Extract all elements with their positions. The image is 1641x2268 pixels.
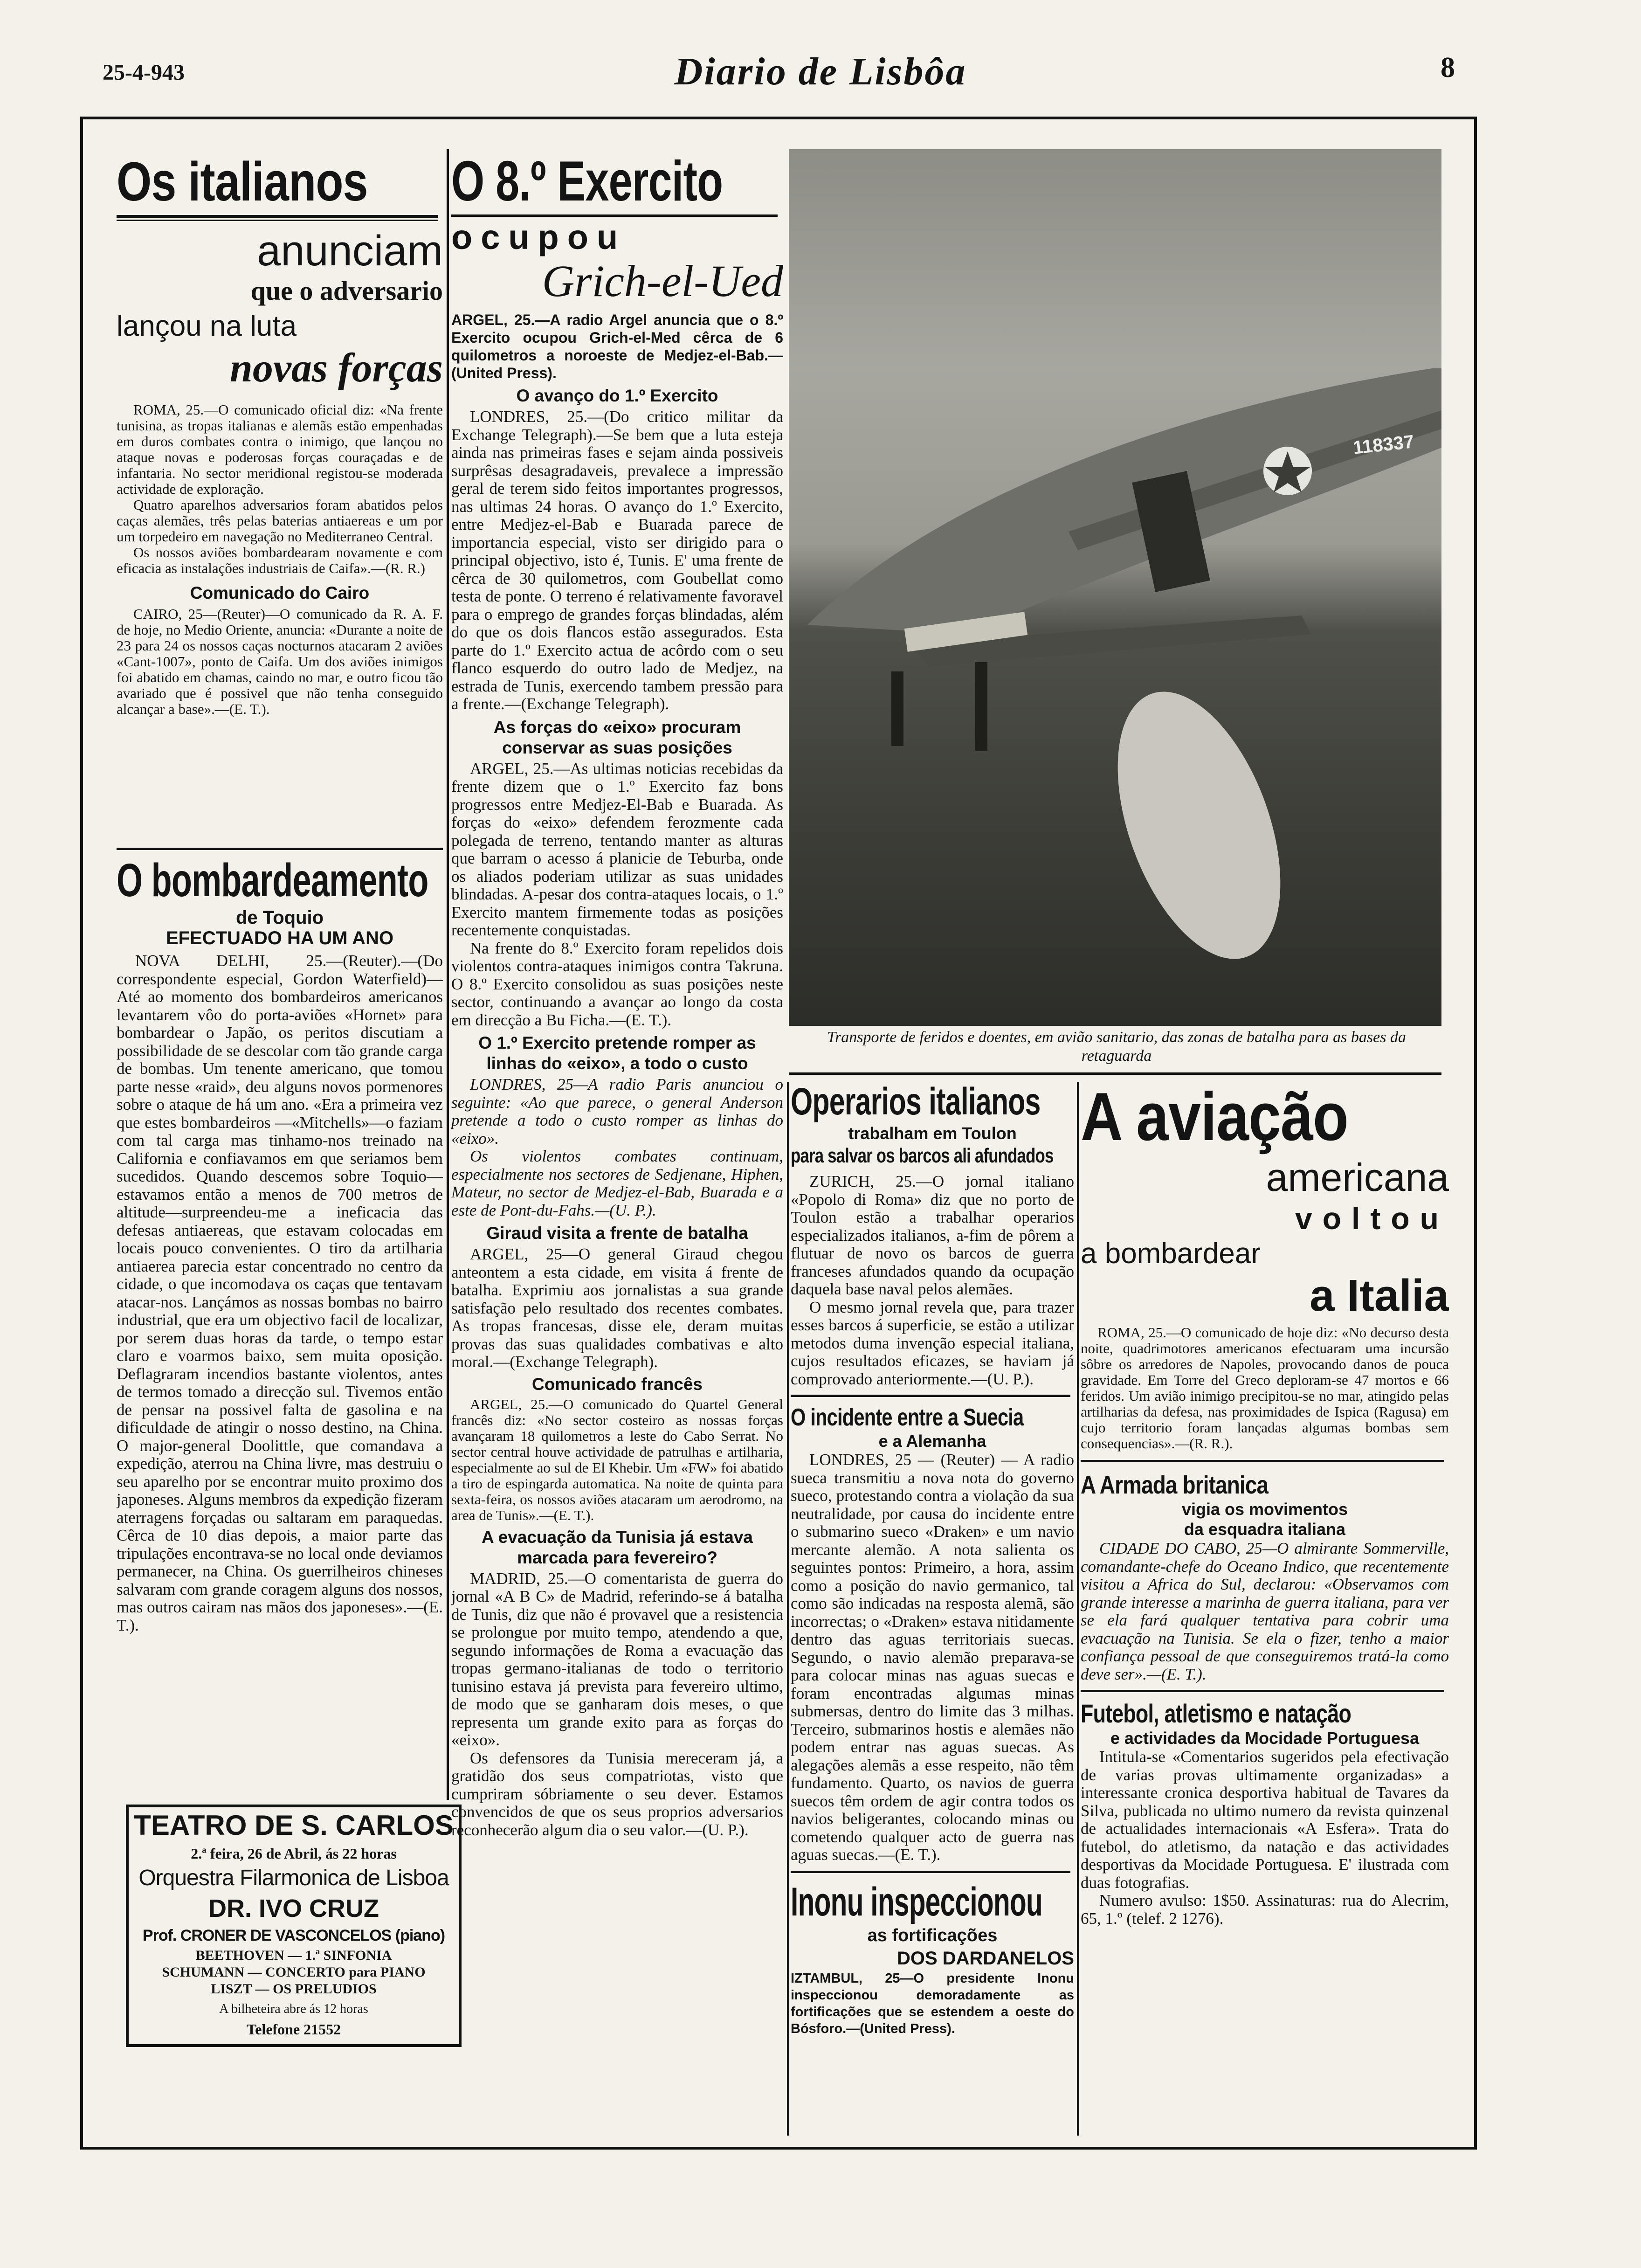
article-tokyo-bombing [117,853,443,1795]
article-italian-workers [791,1079,1074,2138]
headline-line: voltou [1295,1201,1449,1236]
ad-programme: SCHUMANN — CONCERTO para PIANO [162,1964,426,1980]
subheading: As forças do «eixo» procuram conservar as suas posições [493,717,741,757]
paragraph: ZURICH, 25.—O jornal italiano «Popolo di Roma» diz que no porto de Toulon estão a trabalhar operarios especializados italianos, a-fim de pôrem a flutuar de novo os barcos de guerra franceses afundados quando da ocupação daquela base naval pelos alemães. [791,1172,1074,1298]
headline-line: americana [1266,1155,1449,1199]
ad-title: TEATRO DE S. CARLOS [134,1810,454,1841]
subheading: O avanço do 1.º Exercito [516,386,718,405]
page-header [0,0,1641,121]
paragraph: Numero avulso: 1$50. Assinaturas: rua do Alecrim, 65, 1.º (telef. 2 1276). [1081,1891,1449,1928]
article-8th-army [451,149,783,2140]
headline-line: anunciam [257,227,443,275]
ad-soloist: Prof. CRONER DE VASCONCELOS (piano) [142,1927,445,1944]
headline: Os italianos [117,152,368,213]
subheading: Comunicado do Cairo [190,583,370,602]
headline: O incidente entre a Suecia [791,1404,1024,1431]
article-italians [117,152,443,842]
headline-rule [117,215,438,218]
headline: A Armada britanica [1081,1471,1269,1499]
ad-date: 2.ª feira, 26 de Abril, ás 22 horas [191,1845,397,1862]
paragraph: ARGEL, 25—O general Giraud chegou anteontem a esta cidade, em visita á frente de batalha. Exprimiu aos jornalistas a sua grande satisfação pelo resultado dos recentes combates. As tropas francesas, disse ele, deram muitas provas das suas qualidades combativas e alto moral.—(Exchange Telegraph). [451,1245,783,1371]
aircraft-serial: 118337 [1352,431,1415,458]
section-rule [791,1871,1070,1873]
ad-box-office: A bilheteira abre ás 12 horas [219,2002,368,2016]
paragraph: CIDADE DO CABO, 25—O almirante Sommerville, comandante-chefe do Oceano Indico, que recentemente visitou a Africa do Sul, declarou: «Observamos com grande interesse a marinha de guerra italiana, para ver se ela fará qualquer tentativa para cobrir uma evacuação na Tunisia. Se ela o fizer, tenho a maior confiança pessoal de que conseguiremos tratá-la como deve ser».—(E. T.). [1081,1539,1449,1683]
section-rule [791,1395,1070,1397]
paragraph: ROMA, 25.—O comunicado de hoje diz: «No decurso desta noite, quadrimotores americanos efectuaram uma incursão sôbre os arredores de Napoles, provocando danos de pouca gravidade. Em Torre del Greco deploram-se 47 mortos e 66 feridos. Um avião inimigo precipitou-se no mar, atingido pelas artilharias da defesa, nas proximidades de Ispica (Ragusa) em cujo territorio foram lançadas algumas bombas sem consequencias».—(R. R.). [1081,1324,1449,1452]
paragraph: Os violentos combates continuam, especialmente nos sectores de Sedjenane, Hiphen, Mateur, no sector de Medjez-el-Bab, Buarada e a este de Pont-du-Fahs.—(U. P.). [451,1147,783,1219]
ad-programme: BEETHOVEN — 1.ª SINFONIA [195,1948,392,1963]
headline-line: lançou na luta [117,310,297,342]
theatre-advertisement [126,1805,462,2047]
paragraph: LONDRES, 25.—(Do critico militar da Exchange Telegraph).—Se bem que a luta esteja ainda nas primeiras fases e sejam ainda possiveis surprêsas desagradaveis, prevalece a impressão geral de terem sido feitos importantes progressos, nas ultimas 24 horas. O avanço do 1.º Exercito, entre Medjez-el-Bab e Buarada parece de importancia especial, visto ser dirigido para o principal objectivo, isto é, Tunis. E' uma frente de cêrca de 30 quilometros, com Goubellat como testa de ponte. O terreno é relativamente favoravel para o emprego de grandes forças blindadas, além do que os dois flancos estão assegurados. Esta parte do 1.º Exercito actua de acôrdo com o seu flanco esquerdo do outro lado de Medjez, na estrada de Tunis, exercendo tambem pressão para a frente.—(Exchange Telegraph). [451,408,783,713]
masthead: Diario de Lisbôa [674,50,967,93]
section-rule [1081,1690,1444,1692]
paragraph: NOVA DELHI, 25.—(Reuter).—(Do correspondente especial, Gordon Waterfield)—Até ao momento dos bombardeiros americanos levantarem vôo do porta-aviões «Hornet» para bombardear o Japão, os peritos discutiam a possibilidade de se descolar com tão grande carga de bombas. Um tenente americano, que tomou parte nesse «raid», deu alguns novos pormenores sobre o ataque de há um ano. «Era a primeira vez que estes bombardeiros —«Mitchells»—o faziam com tal carga mas tinhamo-nos treinado na California e confiavamos em que seriamos bem sucedidos. Quando descemos sobre Toquio—estavamos então a menos de 700 metros de altitude—surpreendeu-me a ineficacia das defesas antiaereas, que estavam colocadas em locais pouco convenientes. O tiro da artilharia antiaerea parecia estar concentrado no centro da cidade, o que incomodava os caças que tentavam atacar-nos. Lançámos as nossas bombas no bairro industrial, que era um objectivo facil de localizar, por serem duas horas da tarde, o tempo estar claro e voarmos baixo, sem muita oposição. Deflagraram incendios bastante violentos, antes de termos tomado a direcção sul. Tivemos então de pensar na possivel falta de gasolina e na dificuldade de atingir o nosso destino, na China. O major-general Doolittle, que comandava a expedição, aterrou na China livre, mas destruiu o seu aparelho por se encontrar muito proximo dos japoneses. Alguns membros da expedição fizeram aterragens forçadas ou saltaram em paraquedas. Cêrca de 10 dias depois, a maior parte das tripulações encontrava-se no local onde deviamos permanecer, na China. Os guerrilheiros chineses salvaram com grande coragem alguns dos nossos, mas outros cairam nas mãos dos japoneses».—(E. T.). [117,952,443,1634]
article-body [117,952,443,1634]
paragraph: LONDRES, 25 — (Reuter) — A radio sueca transmitiu a nova nota do governo sueco, protestando contra a violação da sua neutralidade, por causa do incidente entre o submarino sueco «Draken» e um navio mercante alemão. A nota salienta os seguintes pontos: Primeiro, a hora, assim como a posição do navio germanico, tal como são indicadas na resposta alemã, são incorrectas; o «Draken» estava nitidamente dentro das aguas territoriais suecas. Segundo, o navio alemão preparava-se para colocar minas nas aguas suecas e foram encontradas algumas minas submersas, dentro do limite das 3 milhas. Terceiro, submarinos hostis e alemães não podem entrar nas aguas suecas. As alegações alemãs a esse respeito, não têm fundamento. Quarto, os navios de guerra suecos têm ordem de agir contra todos os navios beligerantes, colocando minas ou cometendo qualquer acto de guerra nas aguas suecas.—(E. T.). [791,1451,1074,1864]
photo-caption: Transporte de feridos e doentes, em avião sanitario, das zonas de batalha para as bases da retaguarda [827,1029,1406,1065]
headline-line: vigia os movimentos [1181,1500,1348,1519]
headline-rule [451,214,778,217]
article-body [451,408,783,1839]
paragraph: O mesmo jornal revela que, para trazer esses barcos á superficie, se estão a utilizar metodos duma invenção especial italiana, cujos resultados eficazes, se haviam já comprovado anteriormente.—(U. P.). [791,1298,1074,1388]
headline-line: e actividades da Mocidade Portuguesa [1110,1729,1420,1748]
column-rule [1077,1082,1079,2136]
article-body [1081,1540,1449,1683]
headline-line: DOS DARDANELOS [896,1948,1074,1969]
paragraph: ARGEL, 25.—As ultimas noticias recebidas da frente dizem que o 1.º Exercito faz bons progressos entre Medjez-El-Bab e Buarada. As forças do «eixo» defendem ferozmente cada polegada de terreno, tentando manter as alturas que barram o acesso á planicie de Teburba, onde os aliados poderiam utilizar as suas unidades blindadas. A-pesar dos contra-ataques locais, o 1.º Exercito mantem firmemente todas as posições recentemente conquistadas. [451,759,783,939]
subheading: Giraud visita a frente de batalha [486,1224,748,1243]
airplane-illustration [789,149,1441,1026]
article-body [117,402,443,717]
article-body [1081,1325,1449,1452]
paragraph: Intitula-se «Comentarios sugeridos pela efectivação de varias provas ultimamente organizadas» a interessante cronica desportiva habitual de Tavares da Silva, publicada no ultimo numero da revista quinzenal de actualidades internacionais «A Esfera». Trata do futebol, do atletismo, da natação e das actividades desportivas da Mocidade Portuguesa. E' ilustrada com duas fotografias. [1081,1748,1449,1892]
ad-conductor: DR. IVO CRUZ [208,1895,379,1922]
column-rule [447,149,449,1800]
headline-rule [117,220,438,221]
headline: Operarios italianos [791,1080,1041,1123]
headline-line: da esquadra italiana [1184,1520,1346,1539]
headline-line: as fortificações [867,1925,998,1945]
article-body [1081,1748,1449,1928]
paragraph: Os nossos aviões bombardearam novamente e com eficacia as instalações industriais de Caifa».—(R. R.) [117,544,443,576]
headline: O bombardeamento [117,854,428,906]
paragraph: ROMA, 25.—O comunicado oficial diz: «Na frente tunisina, as tropas italianas e alemãs estão empenhadas em duros combates contra o inimigo, que lançou no ataque novas e poderosas forças couraçadas e de infantaria. No sector meridional registou-se moderada actividade de exploração. [117,401,443,497]
headline-line: a Italia [1310,1271,1449,1321]
paragraph: ARGEL, 25.—O comunicado do Quartel General francês diz: «No sector costeiro as nossas forças avançaram 18 quilometros a leste do Cabo Serrat. No sector central houve actividade de patrulhas e artilharia, especialmente ao sul de El Khebir. Um «FW» foi abatido a tiro de espingarda automatica. Na noite de quinta para sexta-feira, os nossos aviões atacaram um aerodromo, na area de Tunis».—(E. T.). [451,1396,783,1523]
paragraph: Na frente do 8.º Exercito foram repelidos dois violentos contra-ataques inimigos contra Takruna. O 8.º Exercito consolidou as suas posições neste sector, continuando a avançar ao longo da costa em direcção a Bu Ficha.—(E. T.). [451,939,783,1029]
article-body [791,1173,1074,1388]
headline: Futebol, atletismo e natação [1081,1699,1351,1728]
paragraph: MADRID, 25.—O comentarista de guerra do jornal «A B C» de Madrid, referindo-se á batalha de Tunis, diz que não é provavel que a resistencia se prolongue por muito tempo, atendendo a que, segundo informações de Roma a evacuação das tropas germano-italianas de todo o territorio tunisino estava já prevista para fevereiro ultimo, de modo que se ganharam dois meses, o que representa um grande exito para as forças do «eixo». [451,1569,783,1749]
page-number: 8 [1441,52,1455,83]
section-rule [789,1072,1441,1075]
paragraph: CAIRO, 25—(Reuter)—O comunicado da R. A. F. de hoje, no Medio Oriente, anuncia: «Durante a noite de 23 para 24 os nossos caças nocturnos atacaram 2 aviões «Cant-1007», ponto de Caifa. Um dos aviões inimigos foi abatido em chamas, caindo no mar, e outro ficou tão avariado que é possivel que não tenha conseguido alcançar a base».—(E. T.). [117,606,443,717]
lead-paragraph: ARGEL, 25.—A radio Argel anuncia que o 8.º Exercito ocupou Grich-el-Med cêrca de 6 quilometros a noroeste de Medjez-el-Bab.—(United Press). [451,311,783,381]
subheading: Comunicado francês [532,1374,703,1394]
column-rule [787,1082,789,2136]
ad-programme: LISZT — OS PRELUDIOS [211,1981,377,1997]
subheading: O 1.º Exercito pretende romper as linhas do «eixo», a todo o custo [478,1033,756,1073]
headline: O 8.º Exercito [451,149,723,213]
article-body [791,1451,1074,1864]
paragraph: Os defensores da Tunisia mereceram já, a gratidão dos seus compatriotas, visto que cumpriram sóbriamente o seu dever. Estamos convencidos de que os seus proprios adversarios reconhecerão algum dia o seu valor.—(U. P.). [451,1749,783,1839]
headline: Inonu inspeccionou [791,1879,1043,1924]
headline-line: Grich-el-Ued [542,256,783,306]
section-rule [117,848,443,850]
headline-line: trabalham em Toulon [848,1124,1017,1143]
headline-line: novas forças [229,346,443,391]
headline-line: para salvar os barcos ali afundados [791,1144,1054,1167]
ad-phone: Telefone 21552 [246,2021,341,2038]
paragraph: LONDRES, 25—A radio Paris anunciou o seguinte: «Ao que parece, o general Anderson pretende a todo o custo romper as linhas do «eixo». [451,1075,783,1148]
article-aviation [1081,1079,1449,2138]
headline-line: a bombardear [1081,1238,1261,1270]
ad-orchestra: Orquestra Filarmonica de Lisboa [138,1866,449,1890]
headline-line: que o adversario [250,276,443,306]
headline: A aviação [1081,1079,1348,1155]
paragraph: IZTAMBUL, 25—O presidente Inonu inspeccionou demoradamente as fortificações que se estendem a oeste do Bósforo.—(United Press). [791,1971,1074,2036]
paragraph: Quatro aparelhos adversarios foram abatidos pelos caças alemães, três pelas baterias antiaereas e um por um torpedeiro em navegação no Mediterraneo Central. [117,497,443,545]
headline-line: ocupou [451,218,627,256]
headline-line: EFECTUADO HA UM ANO [165,928,394,948]
issue-date: 25-4-943 [103,60,185,85]
aircraft-photo [789,149,1441,1026]
headline-line: de Toquio [235,907,324,928]
subheading: A evacuação da Tunisia já estava marcada para fevereiro? [481,1527,753,1567]
section-rule [1081,1460,1444,1462]
headline-line: e a Alemanha [878,1431,986,1451]
